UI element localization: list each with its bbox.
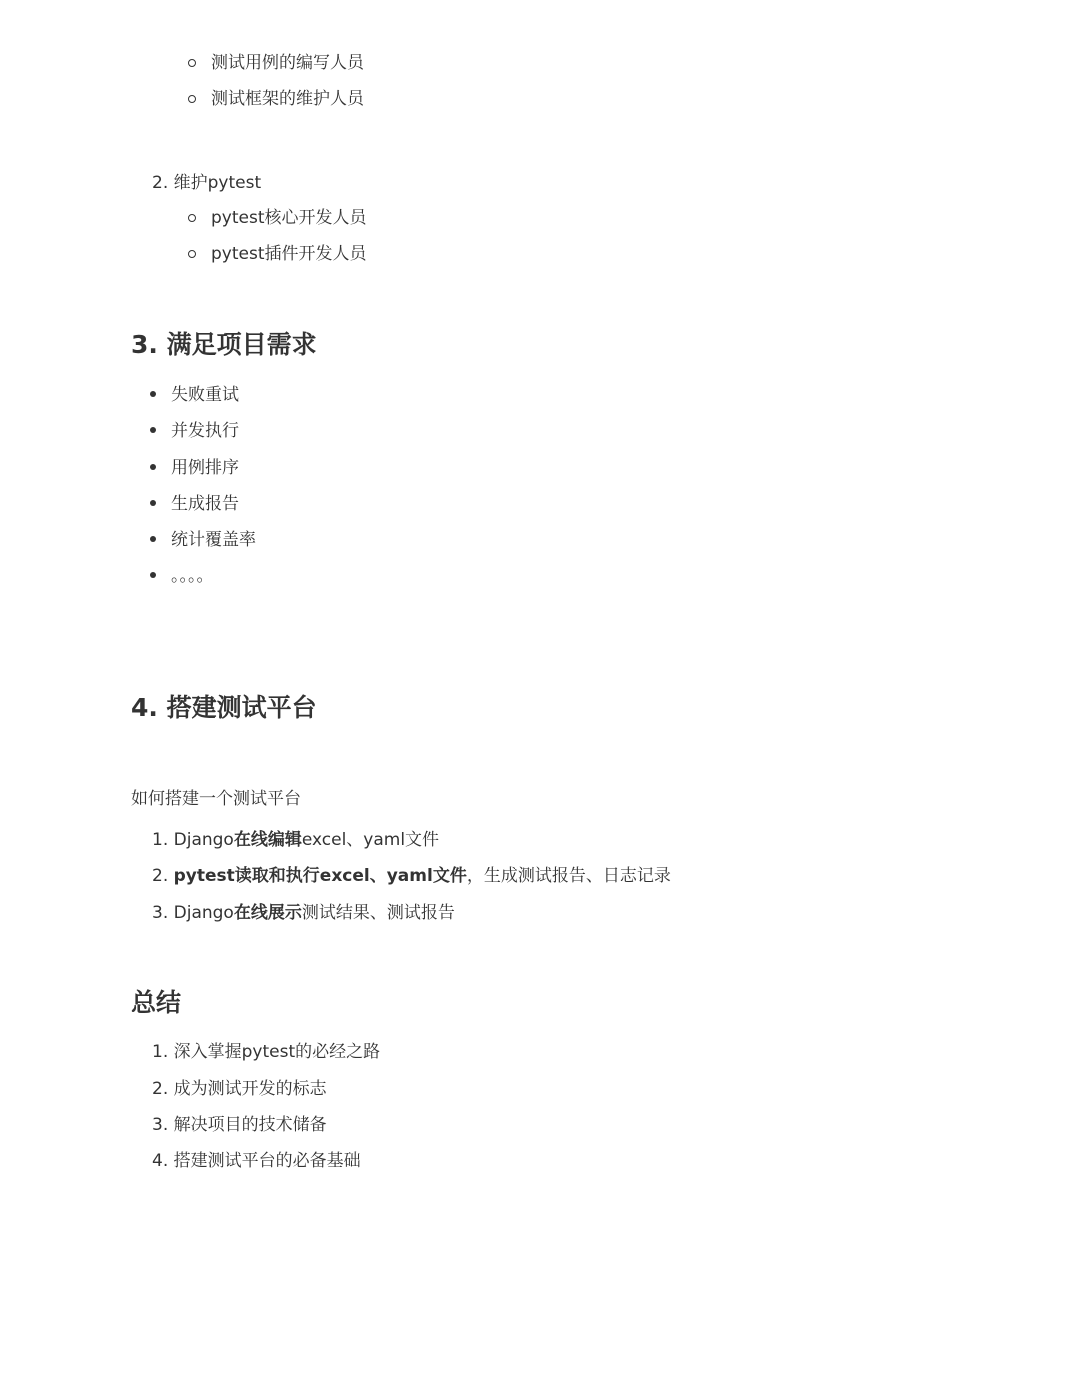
list-item-text: 成为测试开发的标志 — [173, 1079, 327, 1099]
list-item: 测试框架的维护人员 — [211, 89, 364, 109]
list-item — [152, 1041, 380, 1063]
list-number: 4. — [152, 1151, 169, 1171]
list-item — [152, 1078, 327, 1100]
list-item-text: excel、yaml文件 — [301, 830, 440, 850]
circle-bullet — [188, 250, 196, 258]
list-item: 并发执行 — [171, 421, 239, 441]
list-item-label: 维护pytest — [173, 173, 262, 193]
list-number: 3. — [152, 1115, 169, 1135]
list-item-text: 搭建测试平台的必备基础 — [173, 1151, 361, 1171]
circle-bullet — [188, 214, 196, 222]
list-item-text: 深入掌握pytest的必经之路 — [173, 1042, 381, 1062]
section-heading: 总结 — [131, 988, 182, 1017]
list-item: 生成报告 — [171, 494, 239, 514]
list-item — [152, 902, 455, 924]
list-number: 3. — [152, 903, 169, 923]
list-item: 测试用例的编写人员 — [211, 53, 364, 73]
section-heading: 3. 满足项目需求 — [131, 330, 317, 359]
disc-bullet — [150, 536, 156, 542]
list-item: pytest插件开发人员 — [211, 244, 367, 264]
disc-bullet — [150, 464, 156, 470]
emphasis-text: 在线展示 — [233, 903, 302, 923]
list-item: 用例排序 — [171, 458, 239, 478]
list-number: 1. — [152, 1042, 169, 1062]
list-item — [152, 172, 261, 194]
disc-bullet — [150, 572, 156, 578]
list-item — [152, 865, 671, 887]
list-item: 。。。。 — [171, 566, 214, 586]
list-number: 2. — [152, 866, 169, 886]
circle-bullet — [188, 59, 196, 67]
emphasis-text: pytest读取和执行excel、yaml文件 — [173, 866, 467, 886]
paragraph: 如何搭建一个测试平台 — [131, 789, 301, 809]
list-item-text: Django — [173, 830, 234, 850]
list-number: 2. — [152, 1079, 169, 1099]
emphasis-text: 在线编辑 — [233, 830, 302, 850]
disc-bullet — [150, 391, 156, 397]
list-item — [152, 1150, 361, 1172]
circle-bullet — [188, 95, 196, 103]
list-item — [152, 829, 439, 851]
disc-bullet — [150, 427, 156, 433]
list-item: 失败重试 — [171, 385, 239, 405]
list-item — [152, 1114, 327, 1136]
list-item: pytest核心开发人员 — [211, 208, 367, 228]
list-number: 2. — [152, 173, 169, 193]
list-number: 1. — [152, 830, 169, 850]
list-item-text: 测试结果、测试报告 — [301, 903, 455, 923]
list-item-text: ，生成测试报告、日志记录 — [466, 866, 671, 886]
disc-bullet — [150, 500, 156, 506]
list-item-text: 解决项目的技术储备 — [173, 1115, 327, 1135]
list-item: 统计覆盖率 — [171, 530, 256, 550]
section-heading: 4. 搭建测试平台 — [131, 693, 317, 722]
list-item-text: Django — [173, 903, 234, 923]
